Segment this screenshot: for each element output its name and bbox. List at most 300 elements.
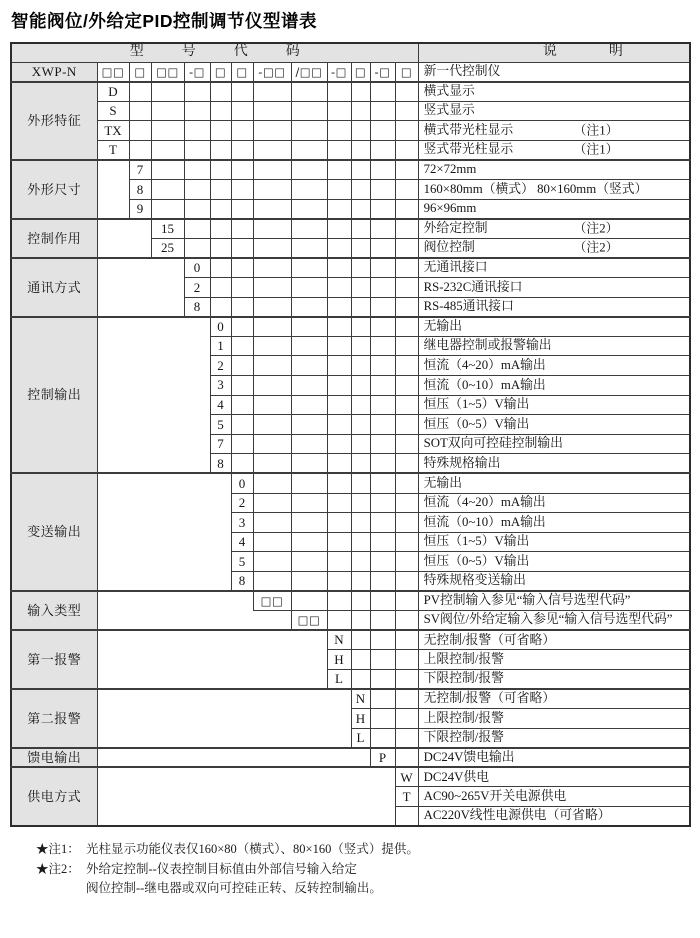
grid-cell [231, 336, 253, 356]
grid-cell [129, 140, 151, 160]
grid-cell [327, 571, 351, 591]
desc-cell [418, 454, 690, 474]
grid-cell [351, 571, 370, 591]
table-row [11, 356, 690, 376]
grid-cell [129, 82, 151, 102]
desc-text: 无输出 [423, 475, 462, 490]
grid-cell [151, 101, 184, 121]
grid-cell [231, 317, 253, 337]
model-code-slot: □ [395, 62, 418, 82]
code-cell: 3 [210, 376, 231, 396]
blank-cell [97, 748, 370, 768]
code-cell: D [97, 82, 129, 102]
grid-cell [351, 454, 370, 474]
grid-cell [395, 689, 418, 709]
grid-cell [395, 395, 418, 415]
grid-cell [210, 258, 231, 278]
grid-cell [184, 101, 210, 121]
grid-cell [231, 199, 253, 219]
grid-cell [327, 336, 351, 356]
table-row [11, 807, 690, 827]
grid-cell [370, 669, 395, 689]
code-cell: 0 [231, 473, 253, 493]
grid-cell [291, 140, 327, 160]
grid-cell [231, 219, 253, 239]
desc-text: SOT双向可控硅控制输出 [423, 436, 563, 451]
table-row [11, 160, 690, 180]
grid-cell [370, 199, 395, 219]
table-row [11, 787, 690, 807]
grid-cell [327, 532, 351, 552]
table-row [11, 297, 690, 317]
desc-text: 恒压（0~5）V输出 [423, 416, 530, 431]
desc-text: 无控制/报警（可省略） [423, 691, 556, 706]
grid-cell [231, 238, 253, 258]
blank-cell [97, 238, 151, 258]
desc-cell [418, 297, 690, 317]
grid-cell [327, 493, 351, 513]
grid-cell [395, 160, 418, 180]
grid-cell [210, 199, 231, 219]
grid-cell [231, 356, 253, 376]
grid-cell [291, 532, 327, 552]
grid-cell [231, 82, 253, 102]
grid-cell [151, 121, 184, 141]
desc-text: 特殊规格输出 [423, 455, 501, 470]
code-cell: S [97, 101, 129, 121]
desc-text: 上限控制/报警 [423, 651, 504, 666]
grid-cell [351, 219, 370, 239]
desc-text: DC24V馈电输出 [423, 749, 515, 764]
grid-cell [395, 140, 418, 160]
desc-text: PV控制输入参见“输入信号选型代码” [423, 593, 631, 608]
grid-cell [291, 219, 327, 239]
table-row [11, 415, 690, 435]
grid-cell [370, 336, 395, 356]
grid-cell [327, 238, 351, 258]
grid-cell [327, 140, 351, 160]
grid-cell [253, 493, 291, 513]
grid-cell [184, 199, 210, 219]
table-row [11, 728, 690, 748]
desc-text: 外给定控制 [423, 221, 488, 236]
grid-cell [395, 415, 418, 435]
blank-cell [97, 532, 231, 552]
blank-cell [97, 611, 291, 631]
grid-cell [327, 258, 351, 278]
desc-cell [418, 787, 690, 807]
grid-cell [253, 473, 291, 493]
grid-cell [327, 415, 351, 435]
grid-cell [370, 395, 395, 415]
model-code-slot: □ [231, 62, 253, 82]
grid-cell [327, 82, 351, 102]
desc-cell [418, 199, 690, 219]
model-code-slot: -□ [370, 62, 395, 82]
grid-cell [210, 160, 231, 180]
note-ref: （注1） [573, 142, 619, 157]
code-cell: N [327, 630, 351, 650]
table-row [11, 611, 690, 631]
grid-cell [351, 199, 370, 219]
section-label-alarm-2: 第二报警 [11, 689, 97, 748]
blank-cell [97, 415, 210, 435]
table-row [11, 82, 690, 102]
desc-cell [418, 807, 690, 827]
desc-cell [418, 513, 690, 533]
grid-cell [291, 356, 327, 376]
grid-cell [370, 611, 395, 631]
desc-text: 恒压（1~5）V输出 [423, 397, 530, 412]
desc-cell [418, 180, 690, 200]
grid-cell [351, 493, 370, 513]
footnote-text: 光柱显示功能仪表仅160×80（横式）、80×160（竖式）提供。 [86, 842, 419, 857]
grid-cell [253, 317, 291, 337]
table-row [11, 395, 690, 415]
grid-cell [370, 513, 395, 533]
grid-cell [151, 140, 184, 160]
grid-cell [370, 571, 395, 591]
grid-cell [253, 121, 291, 141]
blank-cell [97, 258, 184, 278]
table-row [11, 473, 690, 493]
table-row [11, 571, 690, 591]
grid-cell [253, 199, 291, 219]
blank-cell [97, 434, 210, 454]
grid-cell [395, 611, 418, 631]
grid-cell [231, 160, 253, 180]
grid-cell [253, 454, 291, 474]
grid-cell [370, 709, 395, 729]
desc-cell [418, 630, 690, 650]
table-row [11, 630, 690, 650]
desc-cell [418, 258, 690, 278]
grid-cell [291, 160, 327, 180]
blank-cell [97, 454, 210, 474]
grid-cell [291, 180, 327, 200]
grid-cell [370, 493, 395, 513]
grid-cell [351, 258, 370, 278]
table-row [11, 317, 690, 337]
grid-cell [210, 82, 231, 102]
grid-cell [370, 121, 395, 141]
grid-cell [327, 160, 351, 180]
grid-cell [231, 434, 253, 454]
code-cell: 8 [231, 571, 253, 591]
grid-cell [253, 552, 291, 572]
grid-cell [231, 140, 253, 160]
grid-cell [231, 376, 253, 396]
grid-cell [370, 356, 395, 376]
desc-cell [418, 160, 690, 180]
desc-cell [418, 571, 690, 591]
grid-cell [395, 356, 418, 376]
grid-cell [351, 395, 370, 415]
grid-cell [395, 219, 418, 239]
grid-cell [370, 101, 395, 121]
code-cell: 9 [129, 199, 151, 219]
desc-text: AC220V线性电源供电（可省略） [423, 808, 611, 823]
grid-cell [210, 180, 231, 200]
table-row [11, 199, 690, 219]
grid-cell [253, 101, 291, 121]
grid-cell [351, 434, 370, 454]
blank-cell [97, 219, 151, 239]
blank-cell [97, 552, 231, 572]
desc-cell [418, 650, 690, 670]
section-label-input-type: 输入类型 [11, 591, 97, 630]
desc-cell [418, 356, 690, 376]
grid-cell [395, 728, 418, 748]
grid-cell [291, 336, 327, 356]
grid-cell [253, 336, 291, 356]
desc-text: 恒压（1~5）V输出 [423, 534, 530, 549]
grid-cell [395, 493, 418, 513]
grid-cell [395, 532, 418, 552]
code-cell: N [351, 689, 370, 709]
grid-cell [370, 454, 395, 474]
blank-cell [97, 630, 327, 650]
section-label-transmit-output: 变送输出 [11, 473, 97, 591]
grid-cell [370, 140, 395, 160]
grid-cell [210, 140, 231, 160]
table-row [11, 709, 690, 729]
blank-cell [97, 709, 351, 729]
blank-cell [97, 493, 231, 513]
desc-text: 继电器控制或报警输出 [423, 338, 552, 353]
grid-cell [291, 434, 327, 454]
table-row [11, 238, 690, 258]
table-row [11, 219, 690, 239]
desc-text: SV阀位/外给定输入参见“输入信号选型代码” [423, 612, 673, 627]
grid-cell [370, 728, 395, 748]
grid-cell [253, 513, 291, 533]
grid-cell [327, 219, 351, 239]
model-code-slot: -□ [327, 62, 351, 82]
grid-cell [351, 513, 370, 533]
grid-cell [253, 532, 291, 552]
code-cell: 7 [210, 434, 231, 454]
grid-cell [253, 356, 291, 376]
blank-cell [97, 513, 231, 533]
grid-cell [291, 297, 327, 317]
table-row [11, 454, 690, 474]
footnote [36, 860, 691, 880]
desc-text: 上限控制/报警 [423, 710, 504, 725]
grid-cell [327, 454, 351, 474]
blank-cell [97, 376, 210, 396]
desc-cell [418, 611, 690, 631]
grid-cell [351, 356, 370, 376]
grid-cell [253, 219, 291, 239]
desc-cell [418, 434, 690, 454]
desc-text: 无输出 [423, 319, 462, 334]
code-cell [395, 807, 418, 827]
blank-cell [97, 767, 395, 787]
grid-cell [370, 532, 395, 552]
model-code-slot: □ [210, 62, 231, 82]
table-row [11, 180, 690, 200]
desc-text: 下限控制/报警 [423, 730, 504, 745]
code-cell: W [395, 767, 418, 787]
grid-cell [395, 513, 418, 533]
grid-cell [370, 180, 395, 200]
section-label-size: 外形尺寸 [11, 160, 97, 219]
grid-cell [151, 180, 184, 200]
grid-cell [370, 297, 395, 317]
grid-cell [253, 571, 291, 591]
code-cell: 0 [184, 258, 210, 278]
grid-cell [370, 376, 395, 396]
grid-cell [291, 454, 327, 474]
grid-cell [253, 434, 291, 454]
grid-cell [395, 278, 418, 298]
desc-cell [418, 473, 690, 493]
grid-cell [327, 199, 351, 219]
desc-text: 恒压（0~5）V输出 [423, 553, 530, 568]
desc-cell [418, 395, 690, 415]
code-header: 型号代码 [11, 43, 418, 62]
grid-cell [151, 160, 184, 180]
grid-cell [351, 160, 370, 180]
desc-cell [418, 493, 690, 513]
desc-cell [418, 748, 690, 768]
grid-cell [291, 317, 327, 337]
desc-text: AC90~265V开关电源供电 [423, 789, 567, 804]
table-row [11, 336, 690, 356]
code-cell: 2 [231, 493, 253, 513]
footnote-label: ★注2： [36, 861, 80, 876]
grid-cell [231, 121, 253, 141]
desc-cell [418, 591, 690, 611]
grid-cell [327, 513, 351, 533]
grid-cell [327, 611, 351, 631]
grid-cell [184, 180, 210, 200]
grid-cell [395, 376, 418, 396]
grid-cell [291, 493, 327, 513]
code-cell: T [395, 787, 418, 807]
desc-cell [418, 532, 690, 552]
section-label-shape: 外形特征 [11, 82, 97, 160]
grid-cell [291, 415, 327, 435]
grid-cell [210, 278, 231, 298]
code-cell: L [327, 669, 351, 689]
blank-cell [97, 787, 395, 807]
model-code-slot: □□ [151, 62, 184, 82]
desc-text: 恒流（0~10）mA输出 [423, 377, 546, 392]
code-cell: 5 [231, 552, 253, 572]
note-ref: （注1） [573, 122, 619, 137]
model-code-slot: /□□ [291, 62, 327, 82]
grid-cell [210, 219, 231, 239]
desc-text: 竖式显示 [423, 103, 475, 118]
model-code-slot: □□ [97, 62, 129, 82]
desc-text: 特殊规格变送输出 [423, 573, 526, 588]
grid-cell [395, 101, 418, 121]
section-label-control-output: 控制输出 [11, 317, 97, 474]
grid-cell [231, 101, 253, 121]
code-cell: 4 [210, 395, 231, 415]
grid-cell [210, 297, 231, 317]
grid-cell [231, 415, 253, 435]
grid-cell [351, 552, 370, 572]
grid-cell [351, 278, 370, 298]
code-cell: L [351, 728, 370, 748]
model-code-slot: -□ [184, 62, 210, 82]
grid-cell [327, 101, 351, 121]
footnote-label [36, 879, 86, 899]
grid-cell [291, 121, 327, 141]
grid-cell [291, 258, 327, 278]
grid-cell [129, 101, 151, 121]
code-cell: 3 [231, 513, 253, 533]
grid-cell [370, 434, 395, 454]
code-cell: P [370, 748, 395, 768]
desc-text: 无通讯接口 [423, 260, 488, 275]
table-row [11, 650, 690, 670]
grid-cell [253, 160, 291, 180]
grid-cell [370, 317, 395, 337]
grid-cell [351, 238, 370, 258]
grid-cell [327, 552, 351, 572]
grid-cell [253, 180, 291, 200]
grid-cell [291, 473, 327, 493]
code-cell: 8 [210, 454, 231, 474]
grid-cell [327, 395, 351, 415]
grid-cell [291, 395, 327, 415]
grid-cell [327, 591, 351, 611]
grid-cell [395, 82, 418, 102]
code-cell: 25 [151, 238, 184, 258]
grid-cell [291, 591, 327, 611]
grid-cell [291, 571, 327, 591]
grid-cell [351, 101, 370, 121]
blank-cell [97, 669, 327, 689]
grid-cell [351, 336, 370, 356]
model-prefix: XWP-N [11, 62, 97, 82]
desc-cell [418, 376, 690, 396]
grid-cell [351, 376, 370, 396]
blank-cell [97, 395, 210, 415]
grid-cell [184, 219, 210, 239]
code-cell: 5 [210, 415, 231, 435]
grid-cell [327, 376, 351, 396]
model-code-slot: □ [351, 62, 370, 82]
grid-cell [184, 238, 210, 258]
table-row [11, 278, 690, 298]
grid-cell [253, 258, 291, 278]
code-cell: 2 [184, 278, 210, 298]
grid-cell [370, 258, 395, 278]
grid-cell [395, 591, 418, 611]
grid-cell [395, 336, 418, 356]
model-row [11, 62, 690, 82]
desc-cell [418, 121, 690, 141]
desc-text: 恒流（4~20）mA输出 [423, 357, 546, 372]
blank-cell [97, 728, 351, 748]
grid-cell [370, 630, 395, 650]
desc-cell [418, 238, 690, 258]
grid-cell [395, 199, 418, 219]
grid-cell [370, 473, 395, 493]
blank-cell [97, 199, 129, 219]
grid-cell [231, 278, 253, 298]
model-code-table [10, 42, 691, 827]
grid-cell [129, 121, 151, 141]
desc-text: 160×80mm（横式） 80×160mm（竖式） [423, 181, 648, 196]
table-row [11, 552, 690, 572]
grid-cell [327, 473, 351, 493]
